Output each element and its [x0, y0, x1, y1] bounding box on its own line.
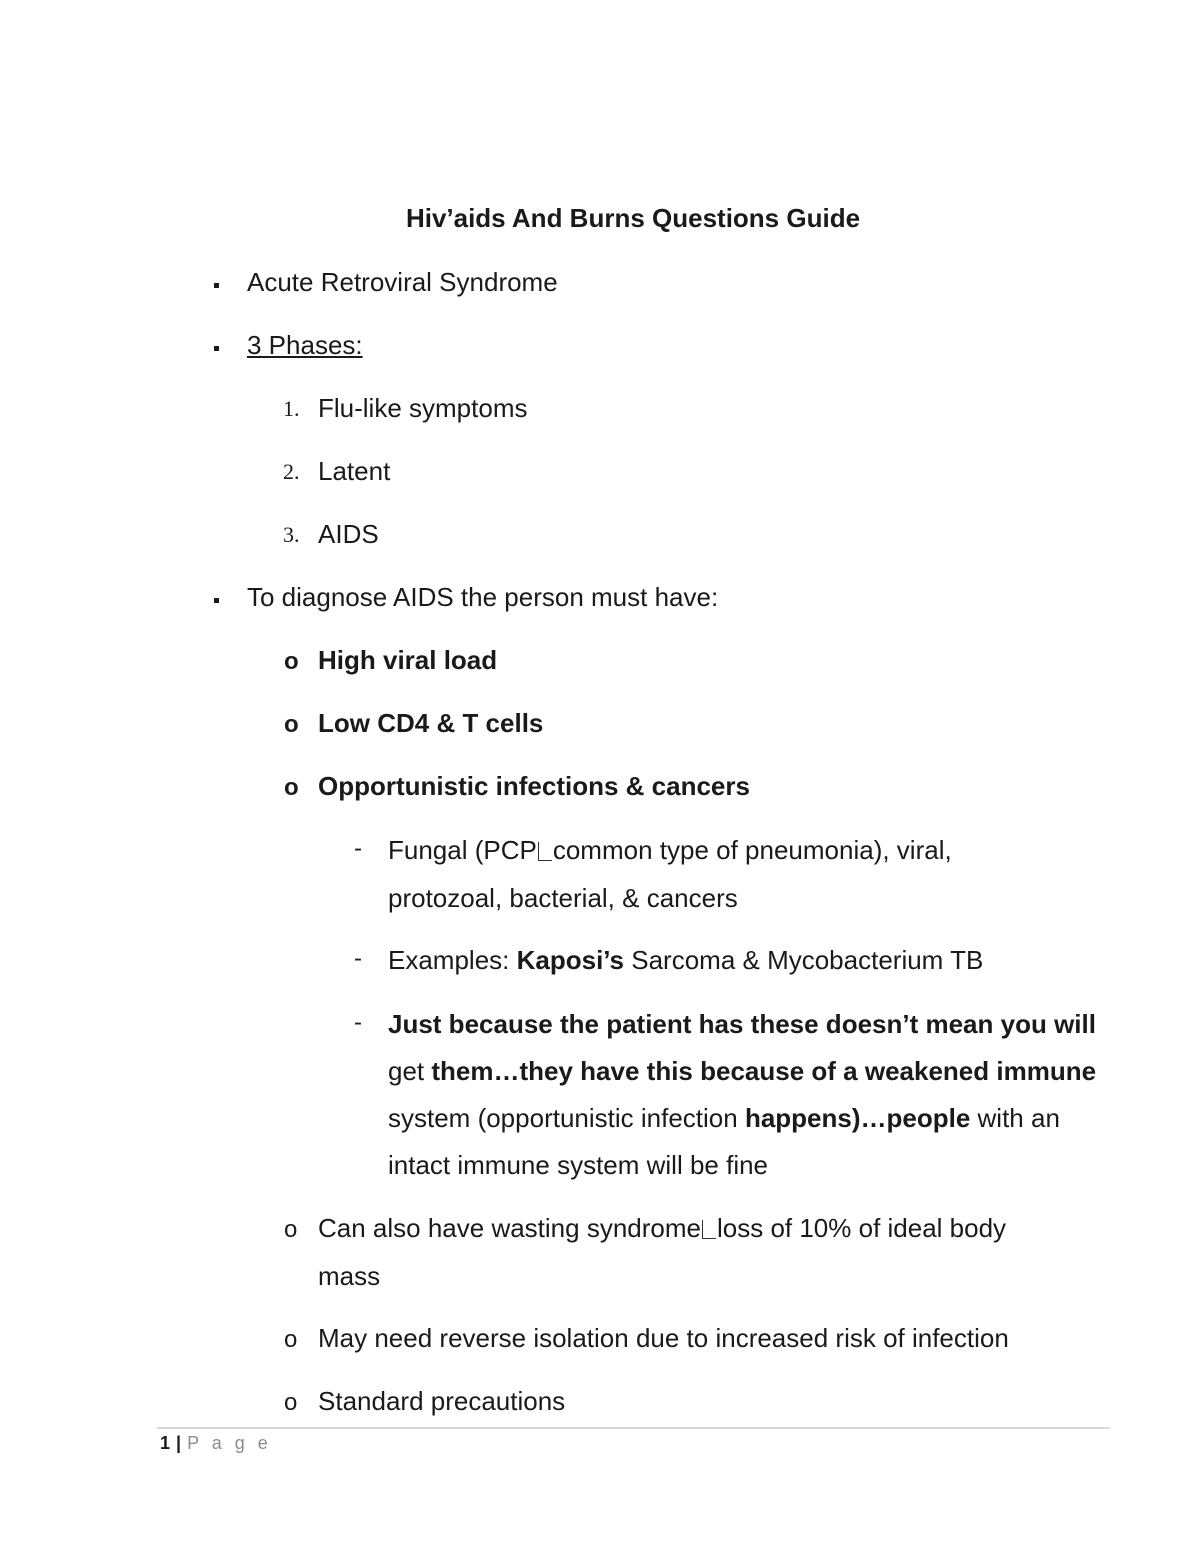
circle-bullet: o — [284, 774, 299, 801]
square-bullet — [214, 346, 219, 351]
examples-line — [388, 945, 983, 975]
circle-bullet: o — [284, 711, 299, 738]
arrow-glyph-icon — [538, 842, 552, 861]
page-number: 1 — [160, 1433, 171, 1453]
fungal-pre: Fungal (PCP — [388, 835, 537, 865]
line3-a: system (opportunistic infection — [388, 1103, 745, 1133]
wasting-post: loss of 10% of ideal body — [716, 1213, 1007, 1243]
square-bullet — [214, 283, 219, 288]
bullet-acute-retroviral: Acute Retroviral Syndrome — [247, 267, 558, 297]
line2-a: get — [388, 1056, 432, 1086]
page-footer — [160, 1430, 272, 1456]
line3-b: happens)…people — [744, 1103, 971, 1133]
bullet-3-phases: 3 Phases: — [247, 330, 363, 360]
examples-kaposi: Kaposi’s — [516, 945, 625, 975]
footer-divider — [157, 1427, 1110, 1429]
fungal-line-1 — [388, 835, 952, 865]
circle-bullet: o — [284, 1216, 298, 1243]
page-label: P a g e — [187, 1433, 272, 1453]
dash-bullet: - — [354, 1009, 362, 1036]
fungal-post: common type of pneumonia), viral, — [552, 835, 952, 865]
examples-post: Sarcoma & Mycobacterium TB — [624, 945, 984, 975]
wasting-pre: Can also have wasting syndrome — [318, 1213, 701, 1243]
circle-bullet: o — [284, 648, 299, 675]
examples-pre: Examples: — [388, 945, 517, 975]
just-because-line-4: intact immune system will be fine — [388, 1150, 769, 1180]
wasting-line-2: mass — [318, 1261, 381, 1291]
line3-c: with an — [970, 1103, 1060, 1133]
list-number: 1. — [283, 396, 300, 421]
just-because-line-2 — [388, 1056, 1096, 1086]
phase-aids: AIDS — [318, 519, 379, 549]
just-because-line-3 — [388, 1103, 1060, 1133]
fungal-line-2: protozoal, bacterial, & cancers — [388, 883, 738, 913]
criterion-low-cd4: Low CD4 & T cells — [318, 708, 544, 738]
standard-precautions: Standard precautions — [318, 1386, 566, 1416]
just-because-line-1: Just because the patient has these doesn’t mean you will — [388, 1009, 1096, 1039]
criterion-viral-load: High viral load — [318, 645, 498, 675]
line2-b: them…they have this because of a weakened immune — [431, 1056, 1097, 1086]
phase-latent: Latent — [318, 456, 391, 486]
list-number: 2. — [283, 459, 300, 484]
wasting-line-1 — [318, 1213, 1006, 1243]
circle-bullet: o — [284, 1389, 298, 1416]
square-bullet — [214, 598, 219, 603]
footer-separator: | — [176, 1433, 182, 1453]
bullet-diagnose-aids: To diagnose AIDS the person must have: — [247, 582, 719, 612]
circle-bullet: o — [284, 1326, 298, 1353]
dash-bullet: - — [354, 945, 362, 972]
arrow-glyph-icon — [702, 1220, 716, 1239]
dash-bullet: - — [354, 835, 362, 862]
list-number: 3. — [283, 522, 300, 547]
criterion-opportunistic: Opportunistic infections & cancers — [318, 771, 750, 801]
phase-flu-like: Flu-like symptoms — [318, 393, 528, 423]
reverse-isolation: May need reverse isolation due to increased risk of infection — [318, 1323, 1009, 1353]
page-title: Hiv’aids And Burns Questions Guide — [405, 203, 861, 233]
